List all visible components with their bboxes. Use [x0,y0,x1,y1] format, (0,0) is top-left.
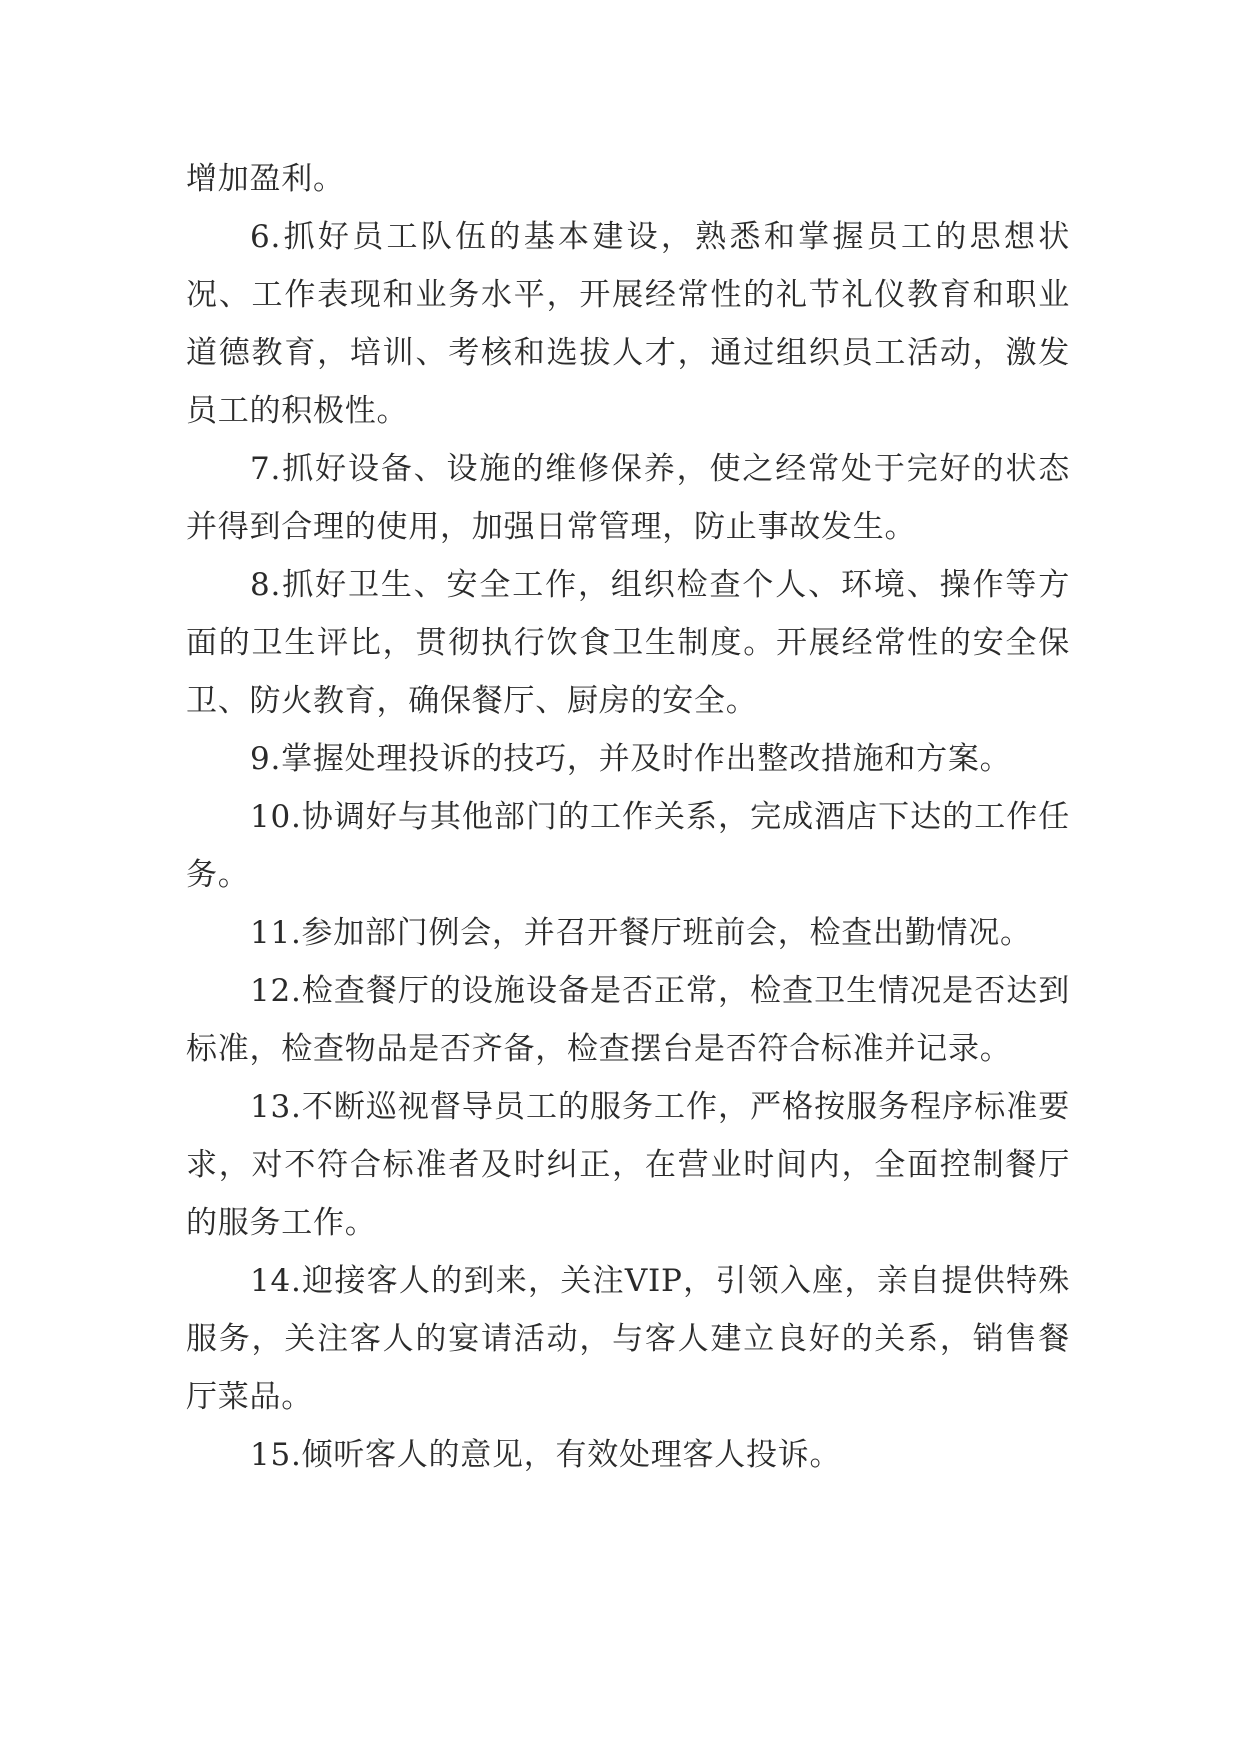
paragraph-item-13: 13.不断巡视督导员工的服务工作，严格按服务程序标准要求，对不符合标准者及时纠正，在营业时间内，全面控制餐厅的服务工作。 [186,1089,1070,1241]
paragraph-item-8: 8.抓好卫生、安全工作，组织检查个人、环境、操作等方面的卫生评比，贯彻执行饮食卫生制度。开展经常性的安全保卫、防火教育，确保餐厅、厨房的安全。 [186,567,1070,719]
document-body [186,150,1070,1484]
paragraph-item-6: 6.抓好员工队伍的基本建设，熟悉和掌握员工的思想状况、工作表现和业务水平，开展经常性的礼节礼仪教育和职业道德教育，培训、考核和选拔人才，通过组织员工活动，激发员工的积极性。 [186,219,1070,429]
paragraph-item-9: 9.掌握处理投诉的技巧，并及时作出整改措施和方案。 [250,741,1012,777]
paragraph-item-15: 15.倾听客人的意见，有效处理客人投诉。 [250,1437,842,1473]
paragraph-item-12: 12.检查餐厅的设施设备是否正常，检查卫生情况是否达到标准，检查物品是否齐备，检查摆台是否符合标准并记录。 [186,973,1070,1067]
paragraph-item-11: 11.参加部门例会，并召开餐厅班前会，检查出勤情况。 [250,915,1032,951]
paragraph-item-10: 10.协调好与其他部门的工作关系，完成酒店下达的工作任务。 [186,799,1070,893]
paragraph-item-14: 14.迎接客人的到来，关注VIP，引领入座，亲自提供特殊服务，关注客人的宴请活动，与客人建立良好的关系，销售餐厅菜品。 [186,1263,1070,1415]
paragraph-continuation: 增加盈利。 [186,161,345,197]
paragraph-item-7: 7.抓好设备、设施的维修保养，使之经常处于完好的状态并得到合理的使用，加强日常管理，防止事故发生。 [186,451,1070,545]
